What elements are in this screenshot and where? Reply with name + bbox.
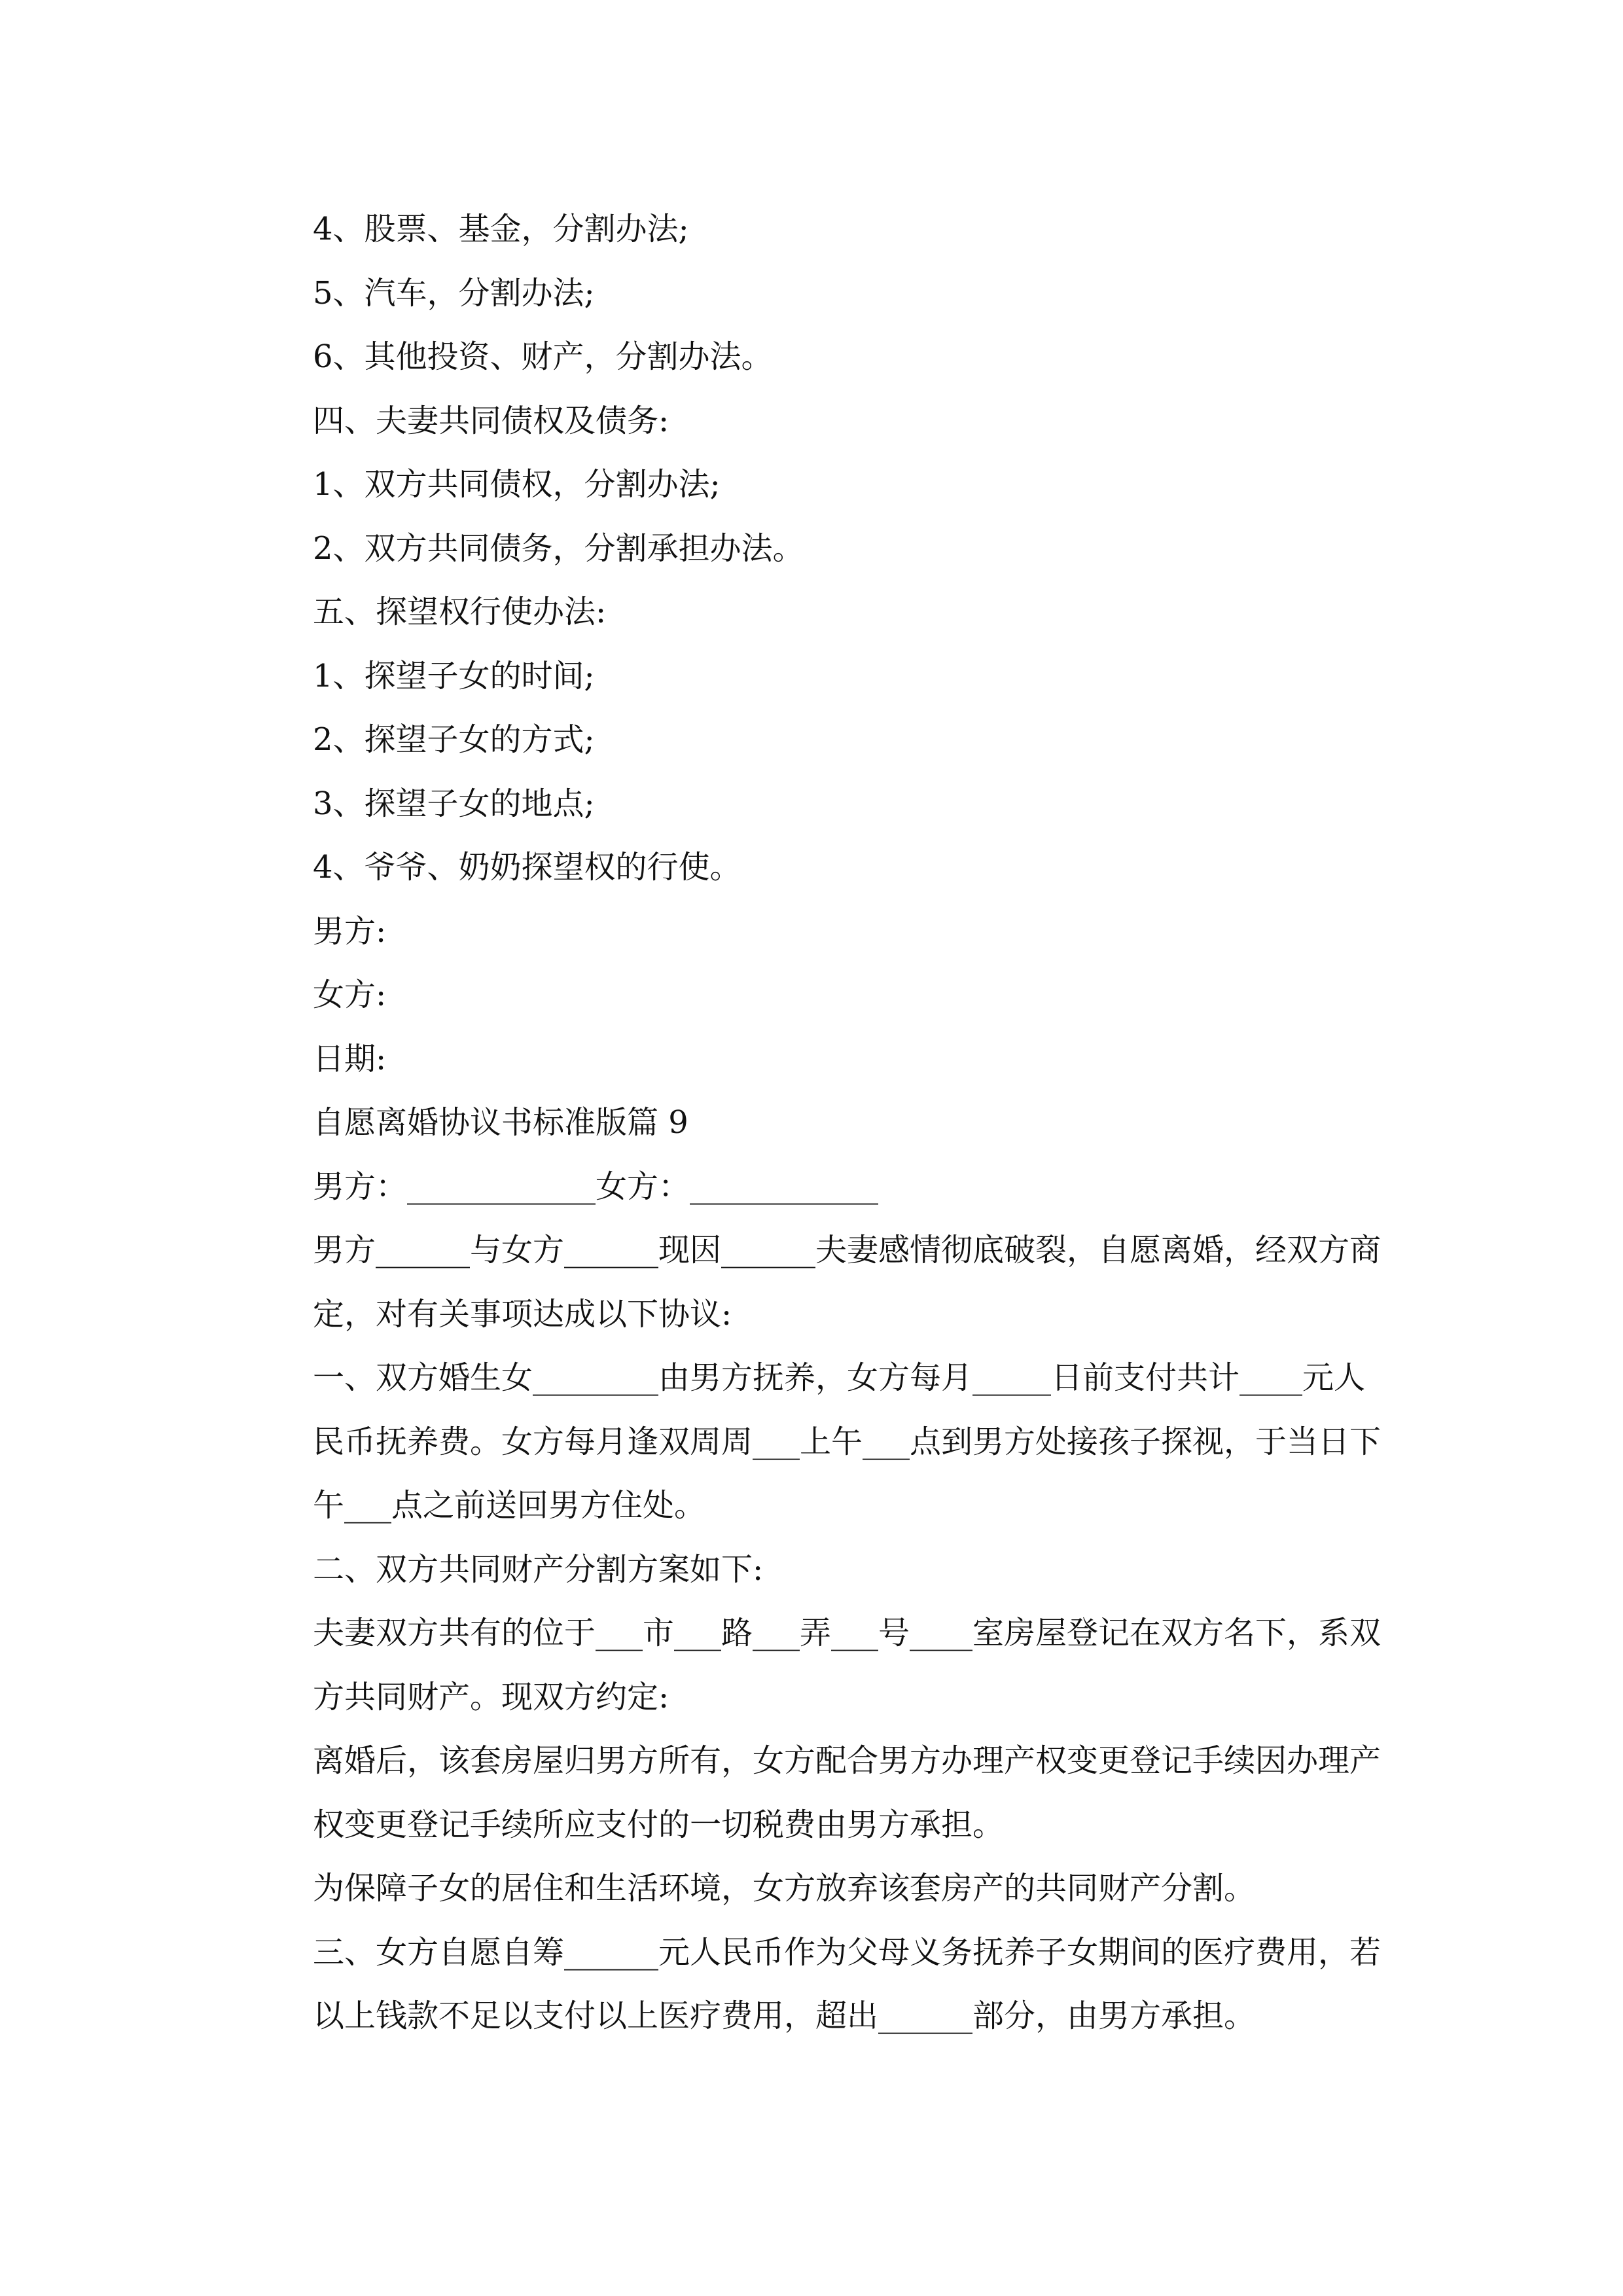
signature-date: 日期: bbox=[313, 1040, 387, 1077]
list-item: 2、探望子女的方式; bbox=[313, 721, 595, 758]
paragraph: 一、双方婚生女________由男方抚养，女方每月_____日前支付共计____元人民币抚养费。女方每月逢双周周___上午___点到男方处接孩子探视，于当日下午___点之前送回男方住处。 bbox=[313, 1359, 1382, 1524]
signature-husband: 男方: bbox=[313, 912, 387, 950]
paragraph: 三、女方自愿自筹______元人民币作为父母义务抚养子女期间的医疗费用，若以上钱款不足以支付以上医疗费用，超出______部分，由男方承担。 bbox=[313, 1933, 1382, 2034]
section-heading: 二、双方共同财产分割方案如下: bbox=[313, 1551, 764, 1588]
list-item: 1、双方共同债权，分割办法; bbox=[313, 466, 721, 503]
list-item: 3、探望子女的地点; bbox=[313, 785, 595, 822]
paragraph: 为保障子女的居住和生活环境，女方放弃该套房产的共同财产分割。 bbox=[313, 1870, 1256, 1907]
signature-wife: 女方: bbox=[313, 977, 387, 1013]
section-heading: 四、夫妻共同债权及债务: bbox=[313, 402, 669, 439]
list-item: 6、其他投资、财产，分割办法。 bbox=[313, 338, 773, 375]
paragraph: 离婚后，该套房屋归男方所有，女方配合男方办理产权变更登记手续因办理产权变更登记手续所应支付的一切税费由男方承担。 bbox=[313, 1742, 1382, 1843]
list-item: 4、爷爷、奶奶探望权的行使。 bbox=[313, 849, 741, 886]
list-item: 2、双方共同债务，分割承担办法。 bbox=[313, 529, 804, 567]
paragraph: 夫妻双方共有的位于___市___路___弄___号____室房屋登记在双方名下，系双方共同财产。现双方约定: bbox=[313, 1615, 1382, 1715]
list-item: 4、股票、基金，分割办法; bbox=[313, 211, 689, 247]
section-heading: 五、探望权行使办法: bbox=[313, 594, 607, 630]
document-body bbox=[245, 198, 1384, 2049]
parties-line: 男方：____________女方：____________ bbox=[313, 1168, 879, 1205]
list-item: 1、探望子女的时间; bbox=[313, 657, 595, 694]
document-title: 自愿离婚协议书标准版篇 9 bbox=[313, 1104, 688, 1141]
paragraph: 男方______与女方______现因______夫妻感情彻底破裂，自愿离婚，经双方商定，对有关事项达成以下协议: bbox=[313, 1232, 1382, 1333]
list-item: 5、汽车，分割办法; bbox=[313, 274, 595, 312]
